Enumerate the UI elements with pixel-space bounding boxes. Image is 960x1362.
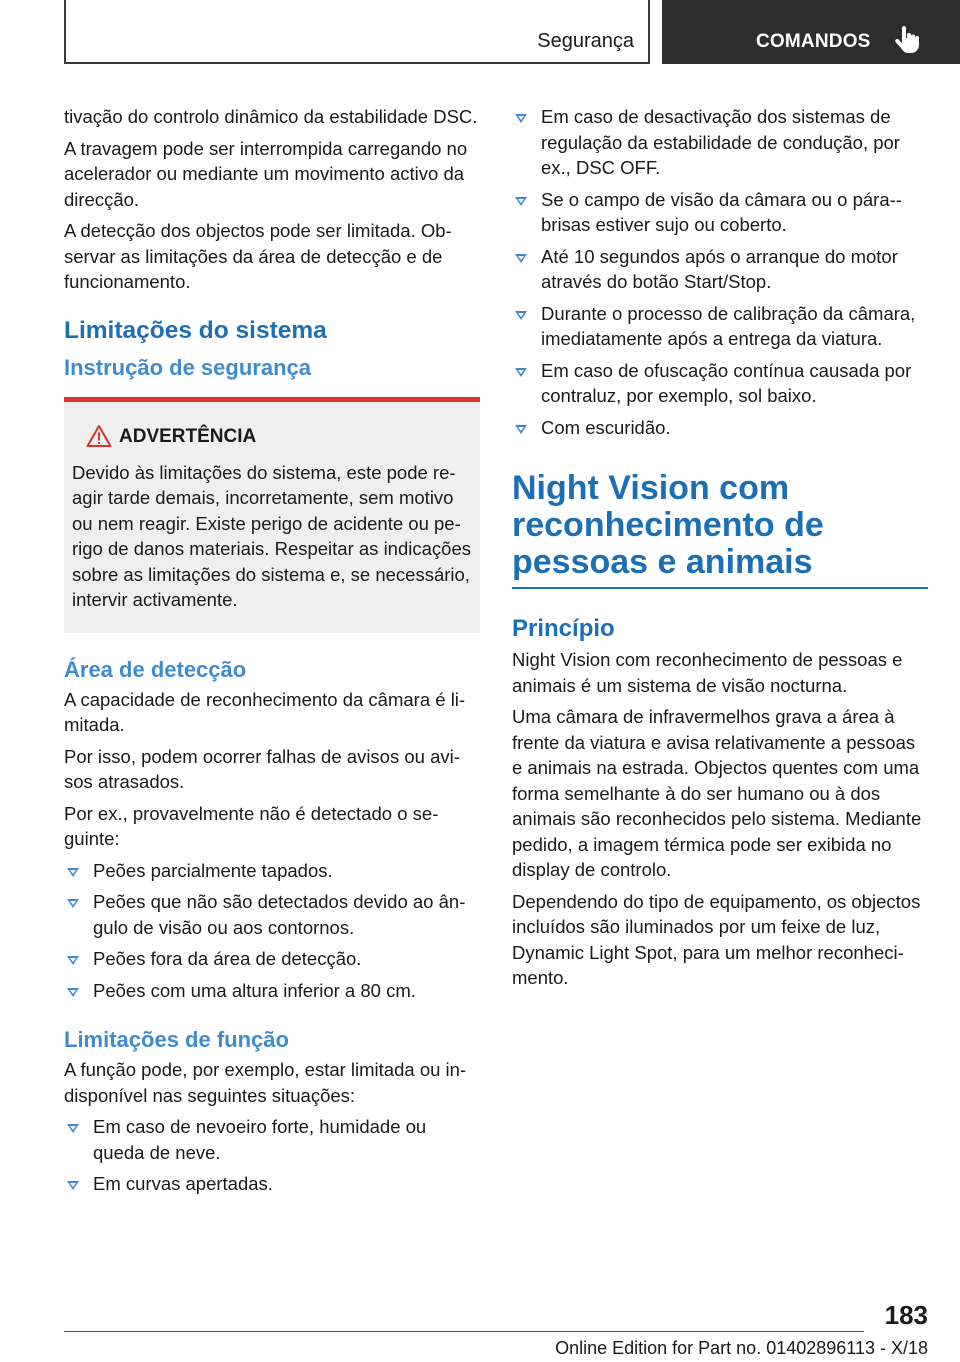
warning-box — [64, 397, 480, 633]
function-list — [64, 1114, 480, 1197]
limitations-list — [512, 104, 928, 440]
header-section-box — [64, 0, 650, 64]
warning-title: ADVERTÊNCIA — [119, 425, 257, 447]
bullet-triangle-icon — [515, 114, 527, 123]
heading-system-limits: Limitações do sistema — [64, 316, 327, 344]
footer-divider — [64, 1331, 864, 1332]
header-chapter-title: COMANDOS — [756, 31, 871, 52]
list-item: Peões fora da área de detecção. — [64, 946, 480, 972]
principle-paragraph: Uma câmara de infravermelhos grava a área à frente da viatura e avisa relativamente a pessoas e animais na estrada. Objectos quentes com uma forma semelhante à do ser humano ou à dos animais são reconhecidos pelo sistema. Mediante pedido, a imagem térmica pode ser exibida no display de controlo. — [512, 706, 922, 880]
pointing-hand-icon — [894, 26, 920, 54]
header-section-title: Segurança — [537, 30, 634, 52]
header-chapter-box — [662, 0, 960, 64]
list-item: Se o campo de visão da câmara ou o pára-brisas estiver sujo ou coberto. — [512, 187, 928, 238]
intro-paragraph: A detecção dos objectos pode ser limitada. Observar as limitações da área de detecção e de funcionamento. — [64, 220, 452, 292]
heading-principle: Princípio — [512, 615, 615, 642]
function-paragraph: A função pode, por exemplo, estar limitada ou indisponível nas seguintes situações: — [64, 1059, 467, 1106]
page-number: 183 — [884, 1300, 928, 1330]
bullet-triangle-icon — [67, 1181, 79, 1190]
list-item: Peões que não são detectados devido ao ângulo de visão ou aos contornos. — [64, 889, 480, 940]
principle-paragraph: Night Vision com reconhecimento de pessoas e animais é um sistema de visão nocturna. — [512, 649, 903, 696]
heading-function-limits: Limitações de função — [64, 1027, 289, 1052]
intro-paragraph: tivação do controlo dinâmico da estabilidade DSC. — [64, 106, 478, 127]
warning-header — [72, 424, 472, 452]
area-paragraph: Por isso, podem ocorrer falhas de avisos ou avisos atrasados. — [64, 745, 460, 792]
area-paragraph: Por ex., provavelmente não é detectado o seguinte: — [64, 802, 439, 849]
intro-paragraph: A travagem pode ser interrompida carregando no acelerador ou mediante um movimento activo da direcção. — [64, 137, 468, 210]
list-item: Com escuridão. — [512, 415, 928, 441]
list-item: Peões com uma altura inferior a 80 cm. — [64, 978, 480, 1004]
left-column — [64, 104, 480, 1203]
area-paragraph: A capacidade de reconhecimento da câmara é limitada. — [64, 688, 466, 735]
list-item: Em caso de desactivação dos sistemas de regulação da estabilidade de condução, por ex., DSC OFF. — [512, 104, 928, 181]
bullet-triangle-icon — [515, 197, 527, 206]
heading-safety-instruction: Instrução de segurança — [64, 354, 311, 380]
principle-paragraph: Dependendo do tipo de equipamento, os objectos incluídos são iluminados por um feixe de luz, Dynamic Light Spot, para um melhor reconhecimento. — [512, 890, 921, 988]
bullet-triangle-icon — [67, 899, 79, 908]
bullet-triangle-icon — [67, 988, 79, 997]
heading-detection-area: Área de detecção — [64, 656, 247, 682]
bullet-triangle-icon — [515, 368, 527, 377]
bullet-triangle-icon — [515, 425, 527, 434]
bullet-triangle-icon — [515, 311, 527, 320]
bullet-triangle-icon — [515, 254, 527, 263]
heading-night-vision: Night Vision com reconhecimento de pessoas e animais — [512, 470, 928, 589]
detection-list — [64, 858, 480, 1004]
warning-triangle-icon — [86, 424, 112, 448]
right-column — [512, 104, 928, 997]
list-item: Em caso de ofuscação contínua causada por contraluz, por exemplo, sol baixo. — [512, 358, 928, 409]
bullet-triangle-icon — [67, 1124, 79, 1133]
list-item: Em curvas apertadas. — [64, 1171, 480, 1197]
bullet-triangle-icon — [67, 956, 79, 965]
list-item: Peões parcialmente tapados. — [64, 858, 480, 884]
list-item: Até 10 segundos após o arranque do motor através do botão Start/Stop. — [512, 244, 928, 295]
footer-edition: Online Edition for Part no. 01402896113 - X/18 — [555, 1338, 928, 1358]
warning-text: Devido às limitações do sistema, este pode reagir tarde demais, incorretamente, sem motivo ou nem reagir. Existe perigo de acidente ou perigo de danos materiais. Respeitar as indicações sobre as limitações do sistema e, se necessário, intervir activamente. — [72, 461, 471, 610]
bullet-triangle-icon — [67, 868, 79, 877]
list-item: Em caso de nevoeiro forte, humidade ou queda de neve. — [64, 1114, 480, 1165]
list-item: Durante o processo de calibração da câmara, imediatamente após a entrega da viatura. — [512, 301, 928, 352]
